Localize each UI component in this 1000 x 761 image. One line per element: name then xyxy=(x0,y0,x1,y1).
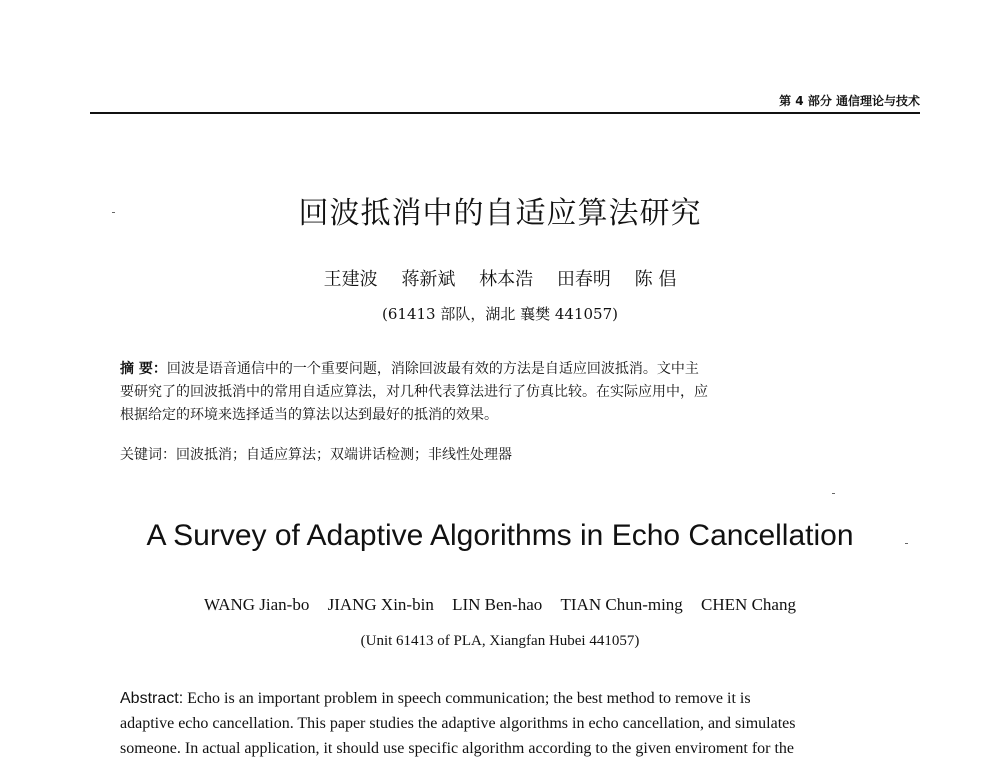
keywords-chinese xyxy=(120,444,885,467)
author-en-1: WANG Jian-bo xyxy=(204,595,310,614)
scan-speck xyxy=(905,543,908,544)
author-cn-4: 田春明 xyxy=(556,269,611,290)
affiliation-english: (Unit 61413 of PLA, Xiangfan Hubei 441057) xyxy=(360,633,640,649)
author-en-3: LIN Ben-hao xyxy=(452,595,543,614)
abstract-english xyxy=(120,686,885,761)
author-en-4: TIAN Chun-ming xyxy=(560,595,683,614)
abstract-en-label: Abstract: xyxy=(120,690,184,707)
author-cn-2: 蒋新斌 xyxy=(401,269,456,290)
author-list-chinese xyxy=(0,265,1000,291)
abstract-cn-line-1: 回波是语音通信中的一个重要问题，消除回波最有效的方法是自适应回波抵消。文中主 xyxy=(166,361,699,377)
keywords-cn-text: 回波抵消；自适应算法；双端讲话检测；非线性处理器 xyxy=(176,447,512,463)
author-list-english xyxy=(0,595,1000,615)
header-rule xyxy=(90,112,920,114)
author-en-2: JIANG Xin-bin xyxy=(327,595,434,614)
abstract-cn-label: 摘 要： xyxy=(120,361,167,377)
author-cn-5: 陈 倡 xyxy=(634,269,677,290)
keywords-cn-label: 关键词： xyxy=(120,447,176,463)
abstract-en-line-3: someone. In actual application, it should use specific algorithm according to the given enviroment for the xyxy=(120,740,795,757)
paper-title-chinese: 回波抵消中的自适应算法研究 xyxy=(298,196,702,231)
abstract-en-line-2: adaptive echo cancellation. This paper studies the adaptive algorithms in echo cancellation, and simulates xyxy=(120,715,796,732)
author-cn-1: 王建波 xyxy=(323,269,378,290)
author-en-5: CHEN Chang xyxy=(701,595,796,614)
paper-title-english: A Survey of Adaptive Algorithms in Echo Cancellation xyxy=(146,519,854,552)
abstract-cn-line-3: 根据给定的环境来选择适当的算法以达到最好的抵消的效果。 xyxy=(120,407,498,423)
abstract-cn-line-2: 要研究了的回波抵消中的常用自适应算法，对几种代表算法进行了仿真比较。在实际应用中，应 xyxy=(120,384,708,400)
scan-speck xyxy=(832,493,835,494)
affiliation-chinese: (61413 部队，湖北 襄樊 441057) xyxy=(382,305,618,323)
author-cn-3: 林本浩 xyxy=(479,269,534,290)
abstract-en-line-1: Echo is an important problem in speech communication; the best method to remove it is xyxy=(183,690,751,707)
abstract-chinese xyxy=(120,358,885,427)
running-header: 第 4 部分 通信理论与技术 xyxy=(779,94,920,108)
scan-speck xyxy=(112,212,115,213)
